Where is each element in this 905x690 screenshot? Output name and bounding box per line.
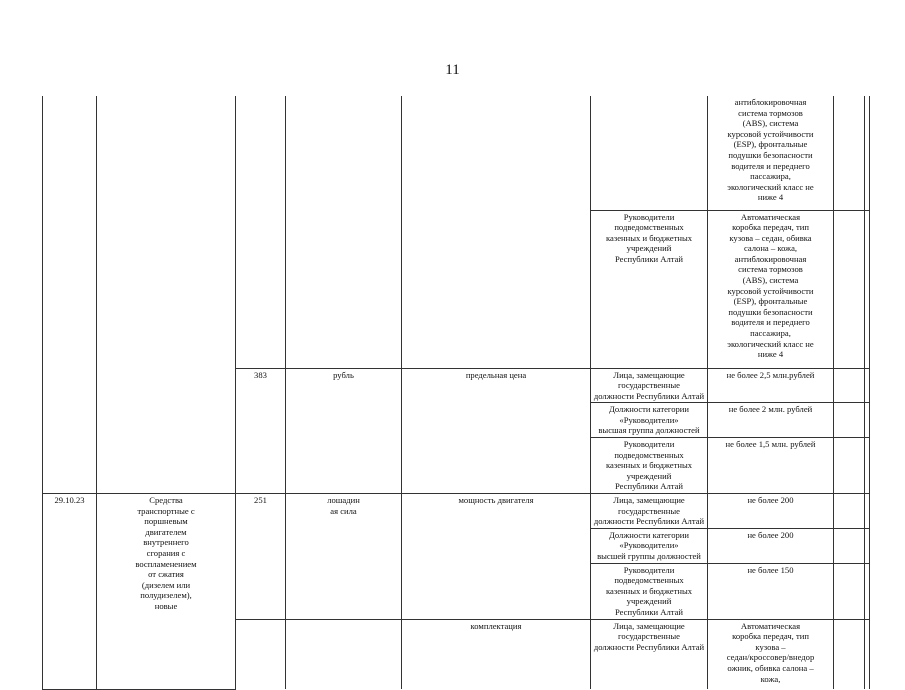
name-cell: Средства транспортные с поршневым двигателем внутреннего сгорания с воспламенением от сжатия (дизелем или полудизелем), новые xyxy=(97,494,236,690)
unit-name-cell: рубль xyxy=(286,368,402,494)
unit-code-cell xyxy=(236,96,286,368)
value-cell xyxy=(708,210,834,368)
unit-name-cell: лошадин ая сила xyxy=(286,494,402,620)
code-cell: 29.10.23 xyxy=(43,494,97,690)
extra-cell xyxy=(834,528,865,563)
category-cell xyxy=(591,96,708,210)
value-cell: не более 200 xyxy=(708,528,834,563)
extra-cell xyxy=(834,403,865,438)
category-cell: Лица, замещающие государственные должности Республики Алтай xyxy=(591,619,708,689)
value-cell xyxy=(708,96,834,210)
extra-cell-2 xyxy=(865,494,870,529)
characteristic-cell: мощность двигателя xyxy=(402,494,591,620)
extra-cell-2 xyxy=(865,528,870,563)
characteristic-cell xyxy=(402,96,591,368)
category-cell: Должности категории «Руководители» высшая группа должностей xyxy=(591,403,708,438)
equipment-spec: Автоматическая коробка передач, тип кузова – седан, обивка салона – кожа, антиблокировочная система тормозов (ABS), система курсовой устойчивости (ESP), фронтальные подушки безопасности водителя и переднего пассажира, экологический класс не ниже 4 xyxy=(727,211,814,360)
value-cell: не более 2 млн. рублей xyxy=(708,403,834,438)
extra-cell xyxy=(834,96,865,210)
extra-cell-2 xyxy=(865,563,870,619)
extra-cell xyxy=(834,619,865,689)
value-cell: не более 2,5 млн.рублей xyxy=(708,368,834,403)
equipment-spec: Автоматическая коробка передач, тип кузова – седан/кроссовер/внедор ожник, обивка салона – кожа, xyxy=(726,620,815,684)
characteristic-cell: предельная цена xyxy=(402,368,591,494)
unit-name-cell xyxy=(286,619,402,689)
category-cell: Руководители подведомственных казенных и бюджетных учреждений Республики Алтай xyxy=(591,563,708,619)
extra-cell xyxy=(834,494,865,529)
extra-cell xyxy=(834,368,865,403)
name-cell xyxy=(97,96,236,494)
code-cell xyxy=(43,96,97,494)
value-cell: не более 200 xyxy=(708,494,834,529)
extra-cell xyxy=(834,210,865,368)
extra-cell-2 xyxy=(865,210,870,368)
extra-cell-2 xyxy=(865,368,870,403)
unit-code-cell: 383 xyxy=(236,368,286,494)
extra-cell-2 xyxy=(865,403,870,438)
extra-cell-2 xyxy=(865,96,870,210)
extra-cell-2 xyxy=(865,438,870,494)
page-number: 11 xyxy=(445,62,460,78)
category-cell: Должности категории «Руководители» высшей группы должностей xyxy=(591,528,708,563)
category-cell: Лица, замещающие государственные должности Республики Алтай xyxy=(591,368,708,403)
unit-code-cell: 251 xyxy=(236,494,286,620)
value-cell xyxy=(708,619,834,689)
unit-name-cell xyxy=(286,96,402,368)
extra-cell xyxy=(834,438,865,494)
extra-cell xyxy=(834,563,865,619)
value-cell: не более 1,5 млн. рублей xyxy=(708,438,834,494)
unit-code-cell xyxy=(236,619,286,689)
category-cell: Руководители подведомственных казенных и бюджетных учреждений Республики Алтай xyxy=(591,210,708,368)
equipment-spec: антиблокировочная система тормозов (ABS), система курсовой устойчивости (ESP), фронтальные подушки безопасности водителя и переднего пассажира, экологический класс не ниже 4 xyxy=(727,97,814,203)
category-cell: Руководители подведомственных казенных и бюджетных учреждений Республики Алтай xyxy=(591,438,708,494)
category-cell: Лица, замещающие государственные должности Республики Алтай xyxy=(591,494,708,529)
table-row xyxy=(43,96,870,210)
value-cell: не более 150 xyxy=(708,563,834,619)
requirements-table xyxy=(42,96,870,690)
table-row xyxy=(43,494,870,529)
extra-cell-2 xyxy=(865,619,870,689)
characteristic-cell: комплектация xyxy=(402,619,591,689)
